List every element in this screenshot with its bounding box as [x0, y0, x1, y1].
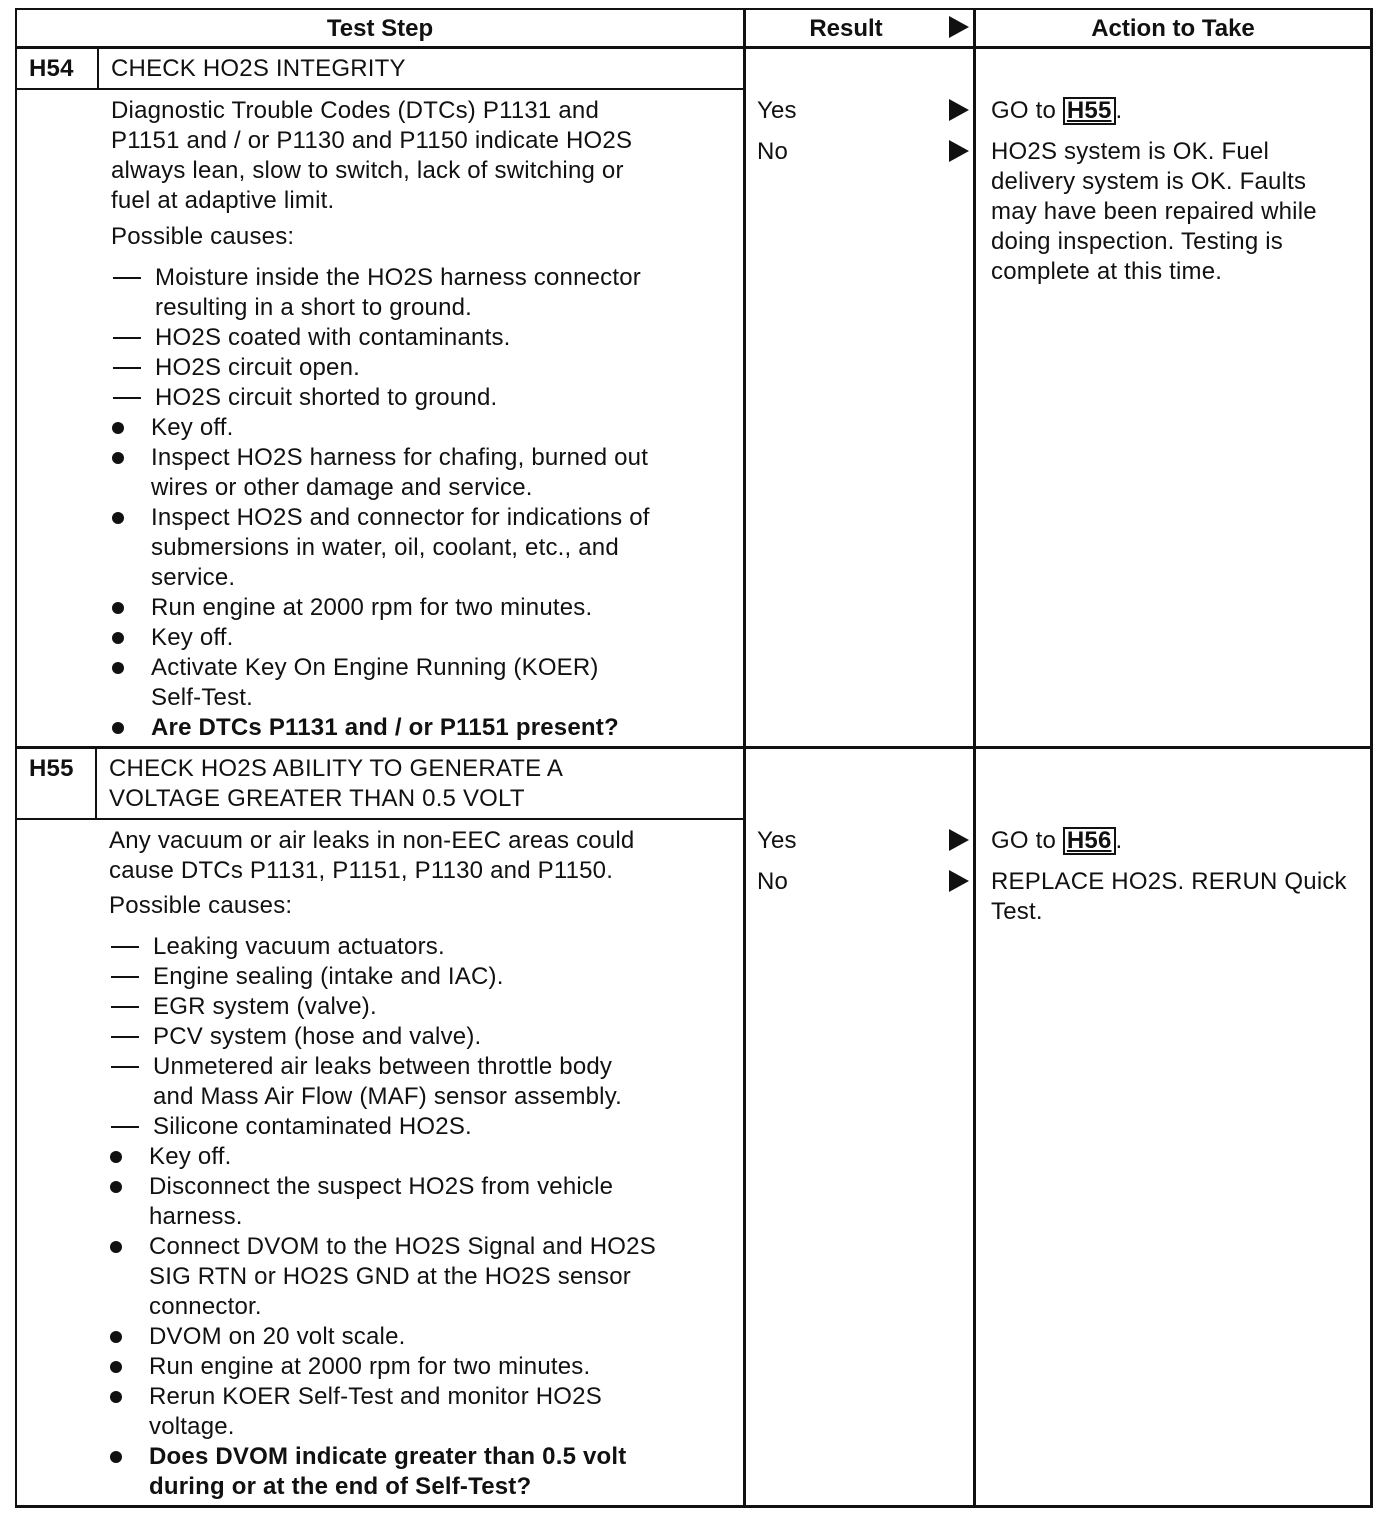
- step-divider: [15, 746, 1373, 749]
- step-title-h54: CHECK HO2S INTEGRITY: [111, 55, 406, 82]
- h54-step-3-line-2: submersions in water, oil, coolant, etc., and: [151, 534, 619, 561]
- step-title-h55-line-1: CHECK HO2S ABILITY TO GENERATE A: [109, 755, 564, 782]
- h54-action-no-line-1: HO2S system is OK. Fuel: [991, 138, 1269, 165]
- h55-cause-5-line-1: Unmetered air leaks between throttle body: [153, 1053, 613, 1080]
- h55-result-no: No: [757, 868, 789, 895]
- h55-action-yes: [991, 826, 1122, 856]
- bullet-icon: [112, 722, 124, 734]
- dash-icon: [111, 976, 139, 978]
- h54-step-1: Key off.: [151, 414, 234, 441]
- h55-possible-causes-label: Possible causes:: [109, 892, 293, 919]
- h55-title-divider: [15, 818, 744, 820]
- h54-no-arrow-icon: [949, 140, 969, 162]
- step-id-h54: H54: [29, 55, 74, 82]
- h54-result-yes: Yes: [757, 97, 797, 124]
- h54-body-line-1: Diagnostic Trouble Codes (DTCs) P1131 and: [111, 97, 599, 124]
- bullet-icon: [110, 1331, 122, 1343]
- h54-step-4: Run engine at 2000 rpm for two minutes.: [151, 594, 593, 621]
- h54-cause-3: HO2S circuit open.: [155, 354, 361, 381]
- table-top-border: [15, 8, 1373, 10]
- step-ref-h56[interactable]: H56: [1063, 827, 1116, 855]
- bullet-icon: [112, 452, 124, 464]
- dash-icon: [111, 1006, 139, 1008]
- h55-action-no-line-2: Test.: [991, 898, 1043, 925]
- h55-cause-1: Leaking vacuum actuators.: [153, 933, 445, 960]
- h55-action-no-line-1: REPLACE HO2S. RERUN Quick: [991, 868, 1347, 895]
- bullet-icon: [112, 662, 124, 674]
- dash-icon: [113, 397, 141, 399]
- table-right-border: [1370, 8, 1373, 1508]
- h55-step-6-line-1: Rerun KOER Self-Test and monitor HO2S: [149, 1383, 602, 1410]
- h55-cause-6: Silicone contaminated HO2S.: [153, 1113, 472, 1140]
- h54-cause-1-line-1: Moisture inside the HO2S harness connector: [155, 264, 641, 291]
- dash-icon: [111, 1036, 139, 1038]
- bullet-icon: [110, 1451, 122, 1463]
- h54-action-no-line-2: delivery system is OK. Faults: [991, 168, 1307, 195]
- bullet-icon: [112, 512, 124, 524]
- dash-icon: [113, 277, 141, 279]
- action-suffix: .: [1115, 827, 1123, 854]
- h55-step-1: Key off.: [149, 1143, 232, 1170]
- diagnostic-test-table: [15, 8, 1373, 1508]
- h54-body-line-4: fuel at adaptive limit.: [111, 187, 335, 214]
- h55-yes-arrow-icon: [949, 829, 969, 851]
- h54-body-line-3: always lean, slow to switch, lack of switching or: [111, 157, 624, 184]
- h54-title-divider: [15, 88, 744, 90]
- h55-step-3-line-2: SIG RTN or HO2S GND at the HO2S sensor: [149, 1263, 631, 1290]
- bullet-icon: [110, 1241, 122, 1253]
- h54-step-3-line-1: Inspect HO2S and connector for indications of: [151, 504, 650, 531]
- column-divider-result: [743, 8, 746, 1508]
- h55-step-5: Run engine at 2000 rpm for two minutes.: [149, 1353, 591, 1380]
- h54-step-6-line-1: Activate Key On Engine Running (KOER): [151, 654, 599, 681]
- h55-step-4: DVOM on 20 volt scale.: [149, 1323, 406, 1350]
- h55-question-line-2: during or at the end of Self-Test?: [149, 1473, 532, 1500]
- step-ref-h55[interactable]: H55: [1063, 97, 1116, 125]
- h55-id-divider: [95, 748, 97, 818]
- bullet-icon: [112, 632, 124, 644]
- bullet-icon: [110, 1361, 122, 1373]
- dash-icon: [113, 337, 141, 339]
- h54-step-2-line-1: Inspect HO2S harness for chafing, burned out: [151, 444, 649, 471]
- h55-cause-2: Engine sealing (intake and IAC).: [153, 963, 504, 990]
- dash-icon: [111, 1066, 139, 1068]
- action-prefix: GO to: [991, 827, 1063, 854]
- header-arrow-icon: [949, 16, 969, 38]
- h54-possible-causes-label: Possible causes:: [111, 223, 295, 250]
- dash-icon: [113, 367, 141, 369]
- h54-cause-1-line-2: resulting in a short to ground.: [155, 294, 473, 321]
- h54-yes-arrow-icon: [949, 99, 969, 121]
- h54-action-yes: [991, 96, 1122, 126]
- bullet-icon: [110, 1181, 122, 1193]
- h54-cause-2: HO2S coated with contaminants.: [155, 324, 511, 351]
- table-bottom-border: [15, 1505, 1373, 1508]
- h55-body-line-2: cause DTCs P1131, P1151, P1130 and P1150.: [109, 857, 614, 884]
- h55-step-2-line-1: Disconnect the suspect HO2S from vehicle: [149, 1173, 614, 1200]
- h54-step-5: Key off.: [151, 624, 234, 651]
- header-divider: [15, 46, 1373, 49]
- h54-step-3-line-3: service.: [151, 564, 236, 591]
- bullet-icon: [112, 422, 124, 434]
- h54-action-no-line-5: complete at this time.: [991, 258, 1223, 285]
- header-test-step: Test Step: [326, 15, 434, 42]
- bullet-icon: [112, 602, 124, 614]
- action-suffix: .: [1115, 97, 1123, 124]
- bullet-icon: [110, 1391, 122, 1403]
- h55-no-arrow-icon: [949, 870, 969, 892]
- h54-action-no-line-3: may have been repaired while: [991, 198, 1317, 225]
- h54-result-no: No: [757, 138, 789, 165]
- h55-step-6-line-2: voltage.: [149, 1413, 235, 1440]
- h55-step-2-line-2: harness.: [149, 1203, 243, 1230]
- bullet-icon: [110, 1151, 122, 1163]
- h55-result-yes: Yes: [757, 827, 797, 854]
- column-divider-action: [973, 8, 976, 1508]
- header-result: Result: [809, 15, 883, 42]
- h55-body-line-1: Any vacuum or air leaks in non-EEC areas could: [109, 827, 635, 854]
- step-title-h55-line-2: VOLTAGE GREATER THAN 0.5 VOLT: [109, 785, 525, 812]
- header-action: Action to Take: [1091, 15, 1255, 42]
- dash-icon: [111, 946, 139, 948]
- h55-cause-3: EGR system (valve).: [153, 993, 377, 1020]
- h54-id-divider: [97, 48, 99, 88]
- h55-step-3-line-1: Connect DVOM to the HO2S Signal and HO2S: [149, 1233, 656, 1260]
- dash-icon: [111, 1126, 139, 1128]
- h55-question-line-1: Does DVOM indicate greater than 0.5 volt: [149, 1443, 627, 1470]
- h54-step-6-line-2: Self-Test.: [151, 684, 254, 711]
- table-left-border: [15, 8, 17, 1508]
- step-id-h55: H55: [29, 755, 74, 782]
- h54-cause-4: HO2S circuit shorted to ground.: [155, 384, 498, 411]
- h55-step-3-line-3: connector.: [149, 1293, 262, 1320]
- h55-cause-4: PCV system (hose and valve).: [153, 1023, 482, 1050]
- h54-body-line-2: P1151 and / or P1130 and P1150 indicate HO2S: [111, 127, 633, 154]
- h54-action-no-line-4: doing inspection. Testing is: [991, 228, 1284, 255]
- h55-cause-5-line-2: and Mass Air Flow (MAF) sensor assembly.: [153, 1083, 623, 1110]
- h54-step-2-line-2: wires or other damage and service.: [151, 474, 533, 501]
- h54-question: Are DTCs P1131 and / or P1151 present?: [151, 714, 619, 741]
- action-prefix: GO to: [991, 97, 1063, 124]
